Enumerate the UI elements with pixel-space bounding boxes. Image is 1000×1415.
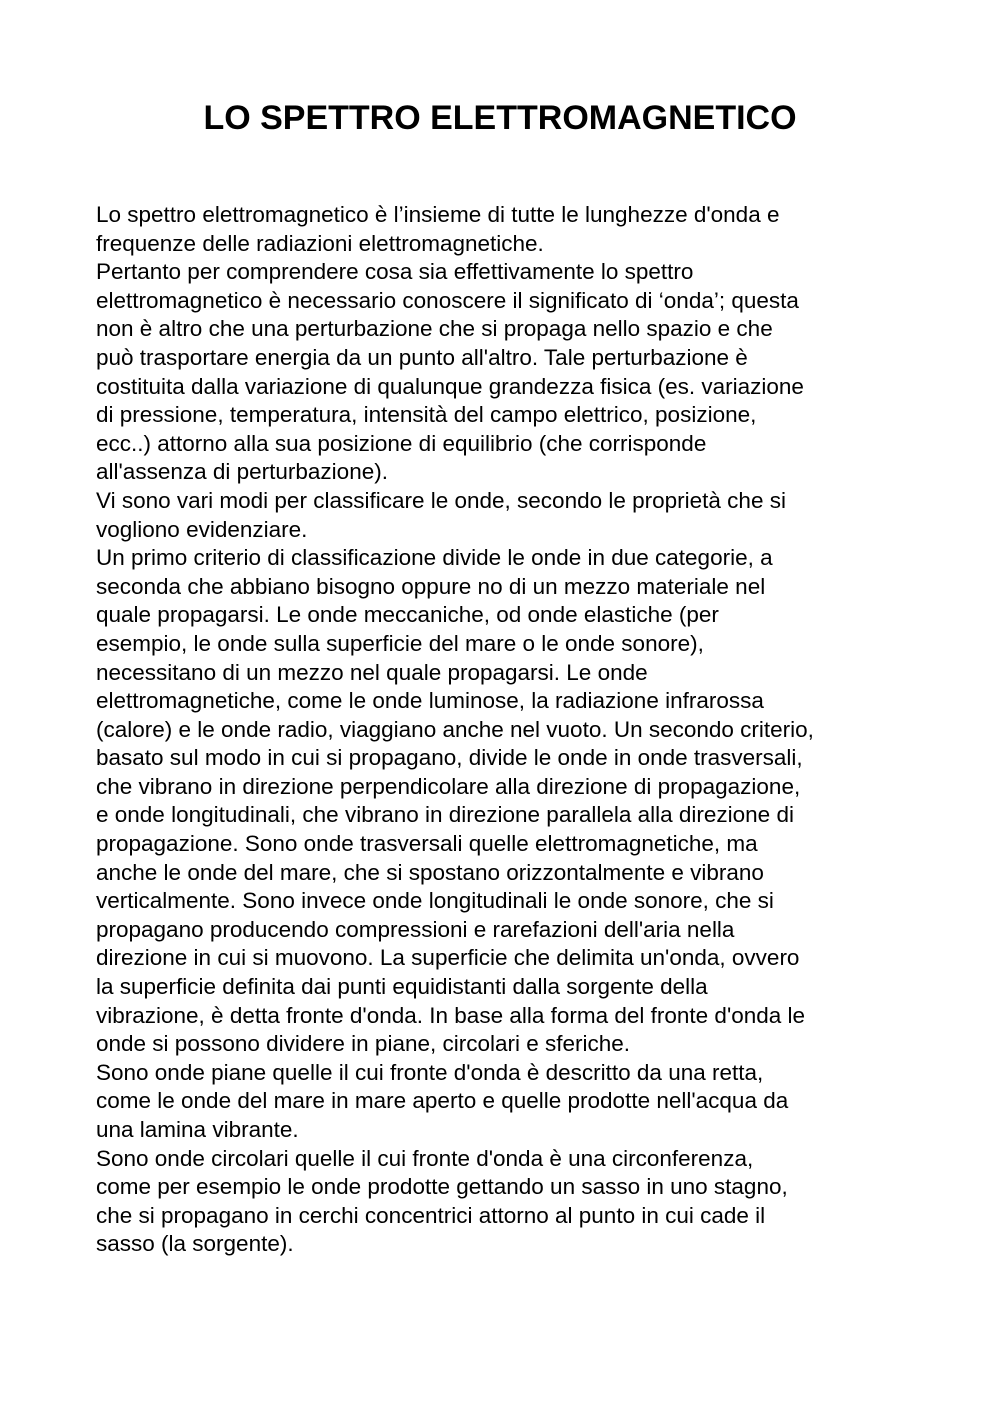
- text-line: elettromagnetico è necessario conoscere il significato di ‘onda’; questa: [96, 287, 799, 313]
- text-line: come le onde del mare in mare aperto e quelle prodotte nell'acqua da: [96, 1088, 789, 1114]
- text-line: Un primo criterio di classificazione divide le onde in due categorie, a: [96, 545, 773, 571]
- text-line: seconda che abbiano bisogno oppure no di un mezzo materiale nel: [96, 573, 766, 599]
- text-line: Pertanto per comprendere cosa sia effettivamente lo spettro: [96, 259, 694, 285]
- text-line: e onde longitudinali, che vibrano in direzione parallela alla direzione di: [96, 802, 794, 828]
- text-line: la superficie definita dai punti equidistanti dalla sorgente della: [96, 974, 708, 1000]
- text-line: quale propagarsi. Le onde meccaniche, od onde elastiche (per: [96, 602, 719, 628]
- text-line: Sono onde piane quelle il cui fronte d'onda è descritto da una retta,: [96, 1059, 764, 1085]
- document-body: [96, 201, 916, 1259]
- text-line: elettromagnetiche, come le onde luminose, la radiazione infrarossa: [96, 688, 764, 714]
- text-line: all'assenza di perturbazione).: [96, 459, 388, 485]
- text-line: propagano producendo compressioni e rarefazioni dell'aria nella: [96, 916, 735, 942]
- text-line: sasso (la sorgente).: [96, 1231, 294, 1257]
- text-line: può trasportare energia da un punto all'altro. Tale perturbazione è: [96, 344, 748, 370]
- text-line: ecc..) attorno alla sua posizione di equilibrio (che corrisponde: [96, 430, 707, 456]
- text-line: (calore) e le onde radio, viaggiano anche nel vuoto. Un secondo criterio,: [96, 716, 814, 742]
- page-title: LO SPETTRO ELETTROMAGNETICO: [203, 99, 797, 137]
- text-line: che si propagano in cerchi concentrici attorno al punto in cui cade il: [96, 1202, 766, 1228]
- text-line: frequenze delle radiazioni elettromagnetiche.: [96, 230, 544, 256]
- text-line: come per esempio le onde prodotte gettando un sasso in uno stagno,: [96, 1174, 788, 1200]
- text-line: onde si possono dividere in piane, circolari e sferiche.: [96, 1031, 631, 1057]
- text-line: Lo spettro elettromagnetico è l’insieme di tutte le lunghezze d'onda e: [96, 202, 780, 227]
- text-line: non è altro che una perturbazione che si propaga nello spazio e che: [96, 316, 773, 342]
- text-line: esempio, le onde sulla superficie del mare o le onde sonore),: [96, 630, 704, 656]
- text-line: vogliono evidenziare.: [96, 516, 308, 542]
- text-line: propagazione. Sono onde trasversali quelle elettromagnetiche, ma: [96, 831, 758, 857]
- text-line: costituita dalla variazione di qualunque grandezza fisica (es. variazione: [96, 373, 804, 399]
- text-line: vibrazione, è detta fronte d'onda. In base alla forma del fronte d'onda le: [96, 1002, 806, 1028]
- text-line: necessitano di un mezzo nel quale propagarsi. Le onde: [96, 659, 648, 685]
- text-line: anche le onde del mare, che si spostano orizzontalmente e vibrano: [96, 859, 764, 885]
- text-line: una lamina vibrante.: [96, 1117, 299, 1142]
- text-line: verticalmente. Sono invece onde longitudinali le onde sonore, che si: [96, 888, 774, 914]
- text-line: direzione in cui si muovono. La superficie che delimita un'onda, ovvero: [96, 945, 800, 971]
- text-line: Sono onde circolari quelle il cui fronte d'onda è una circonferenza,: [96, 1145, 754, 1171]
- text-line: Vi sono vari modi per classificare le onde, secondo le proprietà che si: [96, 487, 786, 513]
- text-line: di pressione, temperatura, intensità del campo elettrico, posizione,: [96, 402, 757, 428]
- text-line: che vibrano in direzione perpendicolare alla direzione di propagazione,: [96, 773, 801, 799]
- text-line: basato sul modo in cui si propagano, divide le onde in onde trasversali,: [96, 745, 803, 771]
